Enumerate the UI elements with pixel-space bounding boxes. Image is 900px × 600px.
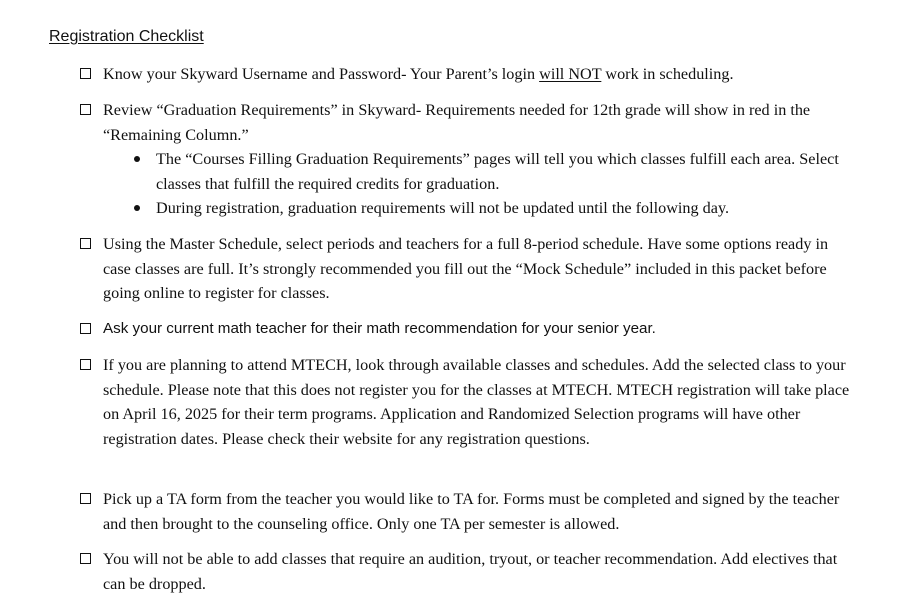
checklist-item-login bbox=[80, 62, 850, 87]
emphasis-text: will NOT bbox=[539, 65, 602, 83]
checklist-item-text: Ask your current math teacher for their math recommendation for your senior year. bbox=[103, 320, 656, 337]
checklist-item-text: Review “Graduation Requirements” in Skyward- Requirements needed for 12th grade will show in red in the “Remaining Column.” bbox=[103, 101, 811, 144]
checklist-item-text: Know your Skyward Username and Password- Your Parent’s login will NOT work in scheduling. bbox=[103, 65, 734, 83]
checkbox-icon[interactable] bbox=[80, 68, 91, 79]
checklist-item-ta-form bbox=[80, 487, 850, 536]
checklist-item-graduation-requirements bbox=[80, 98, 850, 221]
checklist-item-mtech bbox=[80, 353, 850, 451]
bullet-list bbox=[134, 147, 850, 221]
checkbox-icon[interactable] bbox=[80, 238, 91, 249]
checkbox-icon[interactable] bbox=[80, 359, 91, 370]
checkbox-icon[interactable] bbox=[80, 323, 91, 334]
checkbox-icon[interactable] bbox=[80, 104, 91, 115]
checklist-item-electives bbox=[80, 547, 850, 596]
checklist-item-text: You will not be able to add classes that require an audition, tryout, or teacher recommendation. Add electives that can be dropped. bbox=[103, 550, 838, 593]
bullet-icon bbox=[134, 205, 140, 211]
page-title: Registration Checklist bbox=[49, 28, 204, 45]
checklist-item-text: Using the Master Schedule, select periods and teachers for a full 8-period schedule. Have some options ready in case classes are full. It’s strongly recommended you fill out the “Mock Schedule” included in this packet before going online to register for classes. bbox=[103, 235, 829, 302]
bullet-item: The “Courses Filling Graduation Requirements” pages will tell you which classes fulfill each area. Select classes that fulfill the required credits for graduation. bbox=[134, 147, 850, 196]
checklist-item-text: If you are planning to attend MTECH, look through available classes and schedules. Add the selected class to your schedule. Please note that this does not register you for the classes at MTECH. MTECH registration will take place on April 16, 2025 for their term programs. Application and Randomized Selection programs will have other registration dates. Please check their website for any registration questions. bbox=[103, 356, 850, 448]
checkbox-icon[interactable] bbox=[80, 493, 91, 504]
bullet-icon bbox=[134, 156, 140, 162]
checkbox-icon[interactable] bbox=[80, 553, 91, 564]
bullet-item: During registration, graduation requirements will not be updated until the following day. bbox=[134, 196, 850, 221]
checklist-item-math-recommendation bbox=[80, 317, 850, 342]
checklist-item-master-schedule bbox=[80, 232, 850, 306]
checklist-item-text: Pick up a TA form from the teacher you would like to TA for. Forms must be completed and signed by the teacher and then brought to the counseling office. Only one TA per semester is allowed. bbox=[103, 490, 840, 533]
